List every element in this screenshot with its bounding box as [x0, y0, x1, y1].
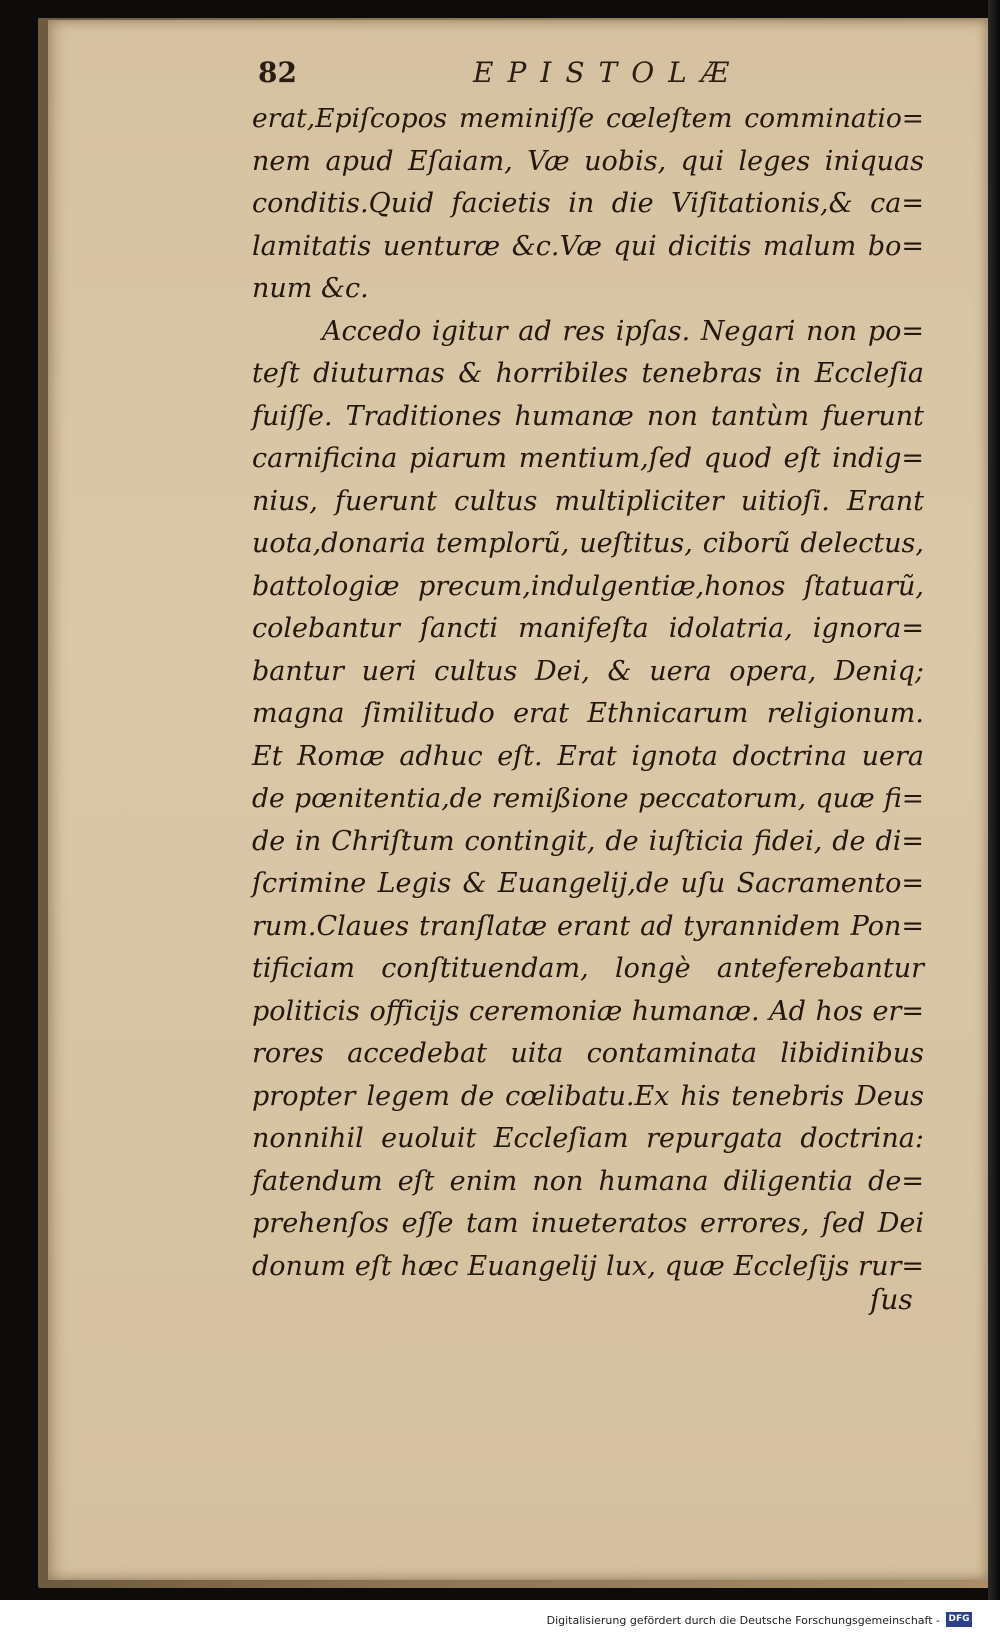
text-line: colebantur ſancti manifeſta idolatria, ignora=	[252, 613, 924, 644]
text-line: prehenſos eſſe tam inueteratos errores, ſed Dei	[252, 1208, 924, 1239]
text-line: de pœnitentia,de remißione peccatorum, quæ fi=	[252, 783, 924, 814]
text-line: magna ſimilitudo erat Ethnicarum religionum.	[252, 698, 924, 729]
text-line: politicis officijs ceremoniæ humanæ. Ad hos er=	[252, 995, 924, 1027]
text-line: num &c.	[252, 273, 369, 304]
text-line: Et Romæ adhuc eſt. Erat ignota doctrina uera	[252, 740, 924, 772]
text-line: uota,donaria templorũ, ueſtitus, ciborũ delectus,	[252, 528, 924, 559]
text-line: fatendum eſt enim non humana diligentia de=	[252, 1165, 924, 1197]
catchword: ſus	[870, 1283, 913, 1316]
page-number: 82	[258, 56, 297, 89]
text-block	[252, 98, 924, 1288]
text-line: donum eſt hæc Euangelij lux, quæ Eccleſijs rur=	[252, 1250, 924, 1282]
running-title: EPISTOLÆ	[473, 56, 743, 89]
scan-border	[988, 0, 1000, 1600]
paragraph-start-line: Accedo igitur ad res ipſas. Negari non po=	[322, 315, 924, 347]
footer-bar	[0, 1600, 1000, 1646]
text-line: tificiam conſtituendam, longè anteferebantur	[252, 953, 924, 984]
text-line: nius, fuerunt cultus multipliciter uitioſi. Erant	[252, 485, 924, 517]
text-line: rores accedebat uita contaminata libidinibus	[252, 1038, 924, 1069]
text-line: teſt diuturnas & horribiles tenebras in Eccleſia	[252, 358, 924, 389]
text-line: bantur ueri cultus Dei, & uera opera, Deniq;	[252, 655, 924, 687]
running-head	[258, 56, 918, 100]
text-line: erat,Epiſcopos meminiſſe cœleſtem comminatio=	[252, 103, 924, 134]
text-line: rum.Claues tranſlatæ erant ad tyrannidem Pon=	[252, 910, 924, 942]
text-line: battologiæ precum,indulgentiæ,honos ſtatuarũ,	[252, 570, 924, 602]
text-line: carnificina piarum mentium,ſed quod eſt indig=	[252, 443, 924, 474]
text-line: lamitatis uenturæ &c.Væ qui dicitis malum bo=	[252, 230, 924, 262]
footer-credit: Digitalisierung gefördert durch die Deutsche Forschungsgemeinschaft -	[546, 1614, 940, 1627]
text-line: nem apud Eſaiam, Væ uobis, qui leges iniquas	[252, 145, 924, 177]
dfg-logo: DFG	[946, 1612, 972, 1627]
text-line: fuiſſe. Traditiones humanæ non tantùm fuerunt	[252, 400, 924, 432]
text-line: propter legem de cœlibatu.Ex his tenebris Deus	[252, 1080, 924, 1112]
text-line: ſcrimine Legis & Euangelij,de uſu Sacramento=	[252, 868, 924, 899]
text-line: nonnihil euoluit Eccleſiam repurgata doctrina:	[252, 1123, 924, 1154]
text-line: conditis.Quid facietis in die Viſitationis,& ca=	[252, 188, 924, 219]
text-line: de in Chriſtum contingit, de iuſticia fidei, de di=	[252, 825, 924, 857]
